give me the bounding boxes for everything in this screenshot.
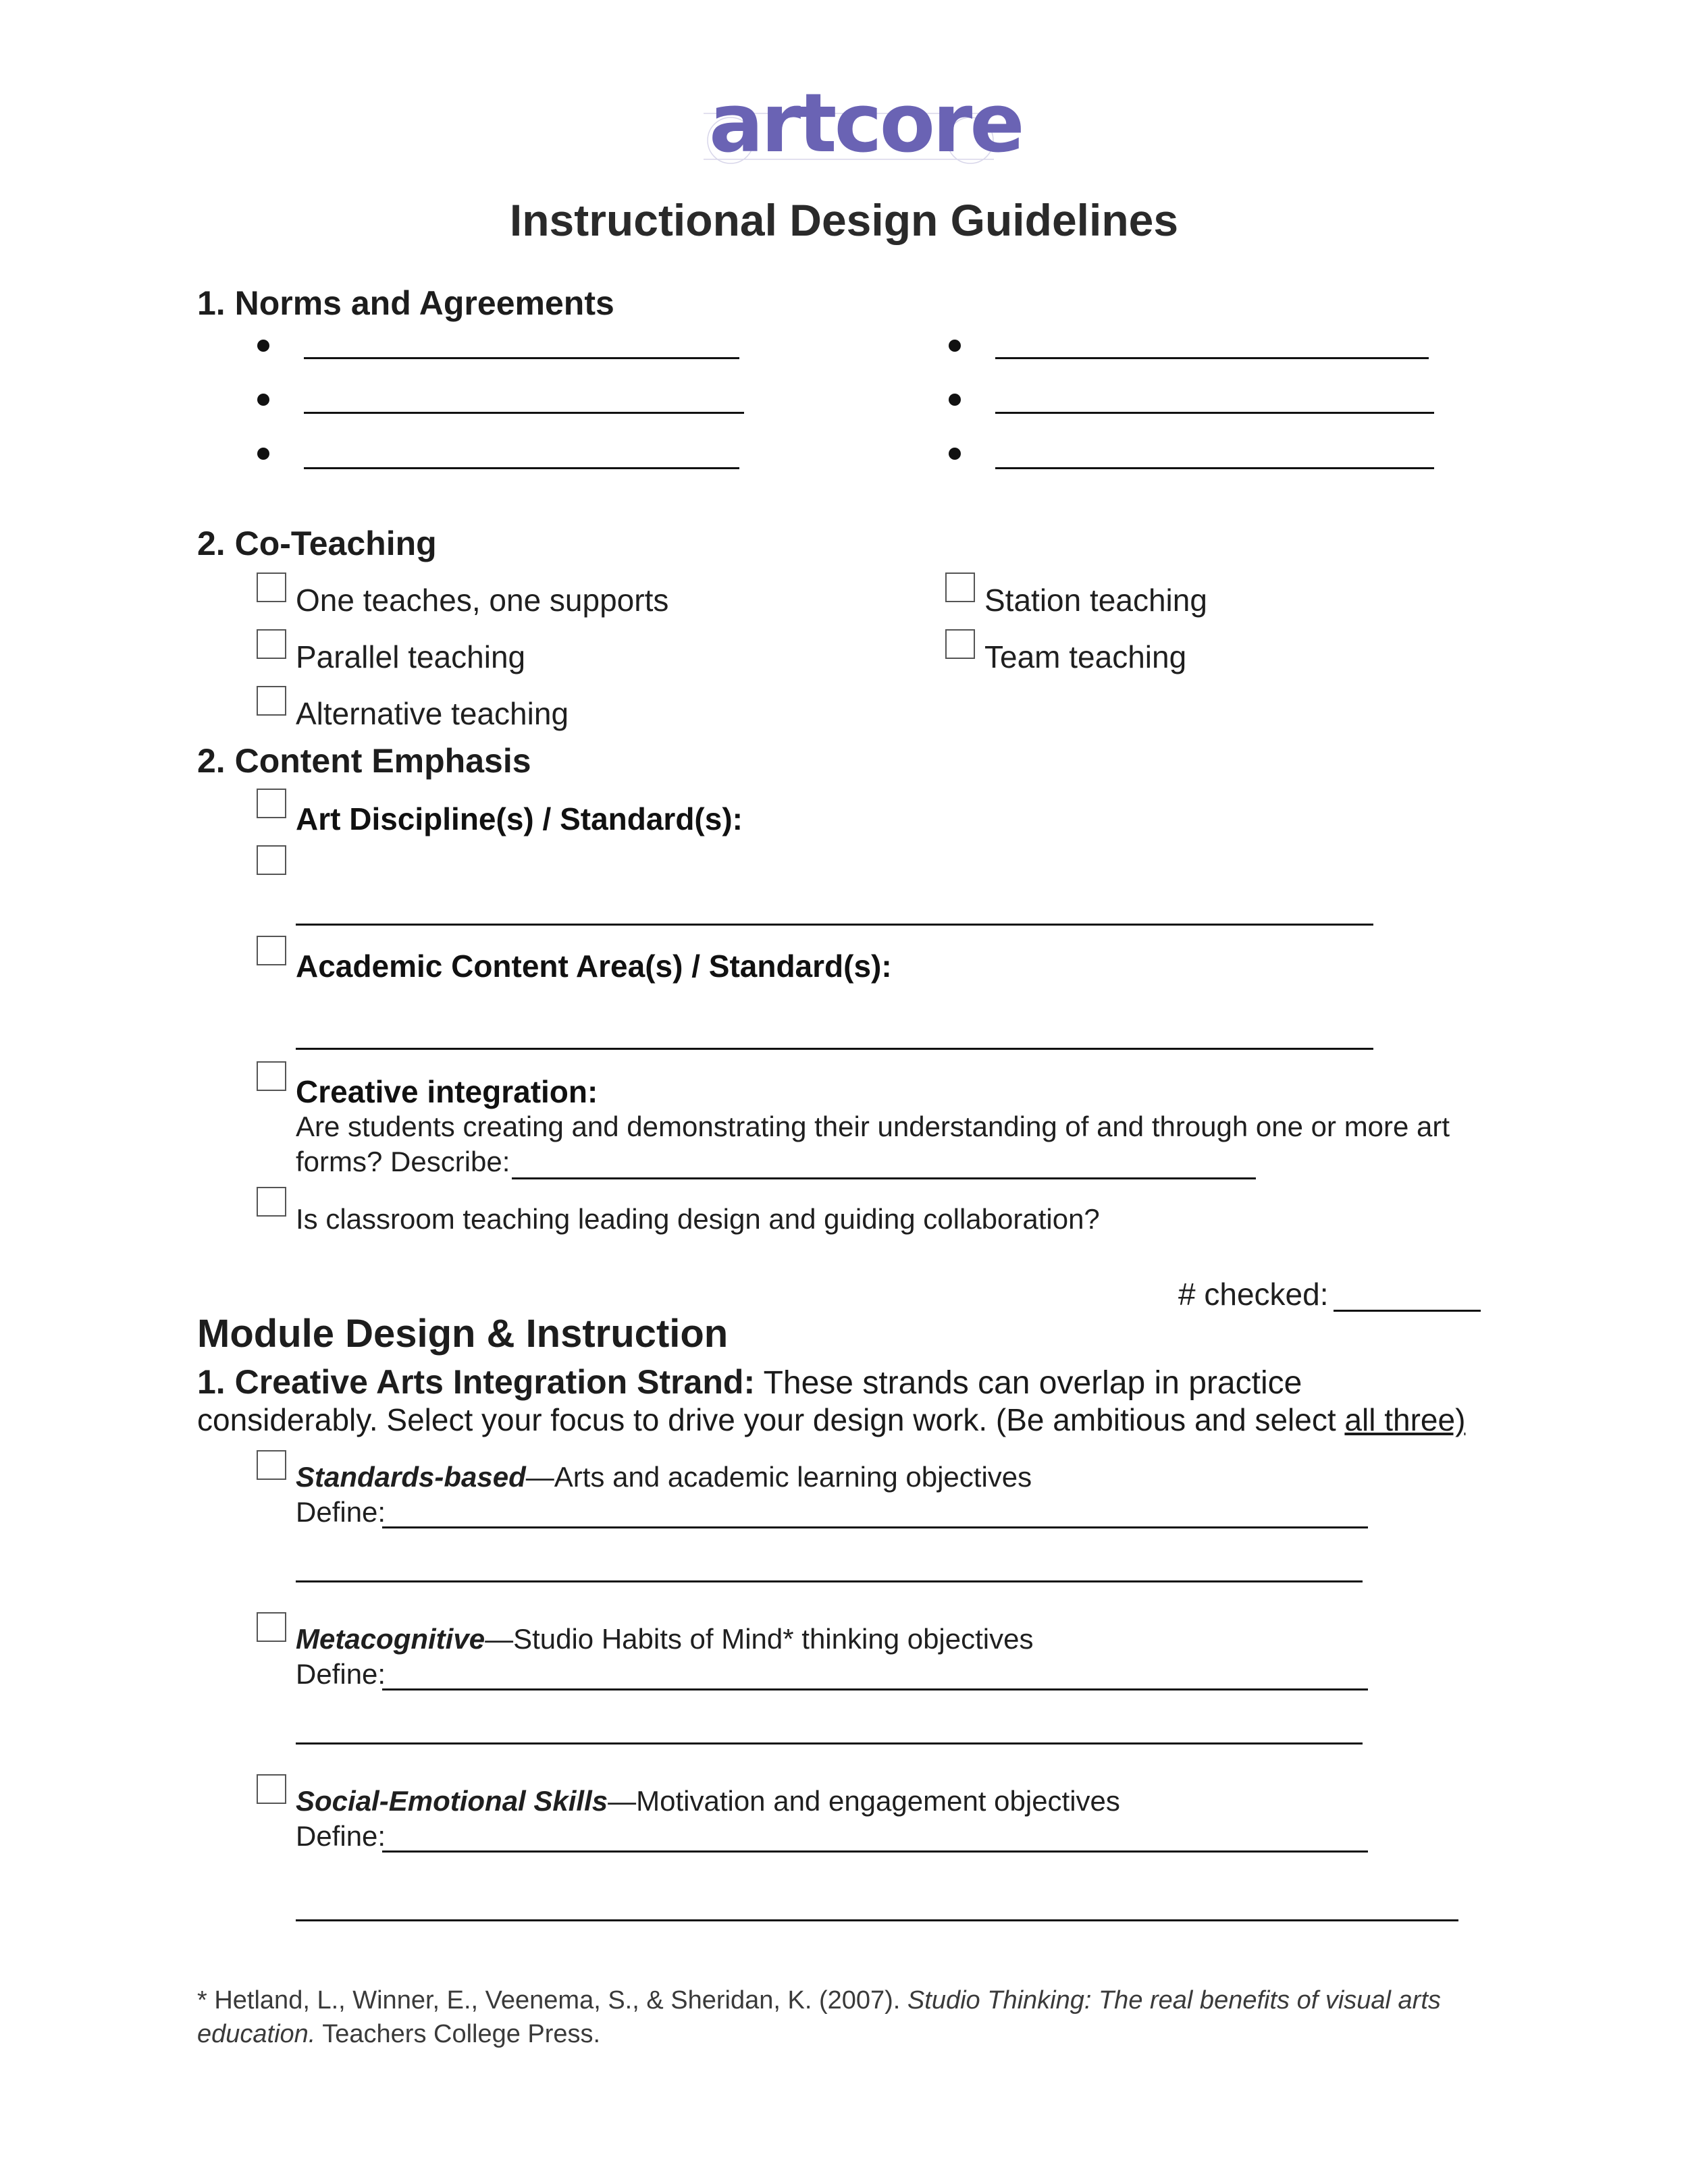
define-label: Define: <box>296 1658 386 1690</box>
checkbox-parallel[interactable] <box>257 629 286 659</box>
strand-intro-line-2 <box>197 1402 1465 1438</box>
checkbox-art-discipline[interactable] <box>257 789 286 818</box>
strand-name: Metacognitive <box>296 1623 485 1655</box>
bullet-icon <box>257 340 269 352</box>
norm-blank-2[interactable] <box>304 412 744 414</box>
strand-standards <box>296 1461 1032 1493</box>
academic-blank[interactable] <box>296 1048 1373 1050</box>
strand-desc: —Motivation and engagement objectives <box>608 1785 1120 1817</box>
checked-count-blank[interactable] <box>1334 1310 1481 1312</box>
strand-intro-emphasis: all three) <box>1344 1402 1466 1437</box>
define-label: Define: <box>296 1820 386 1852</box>
creative-question-1: Are students creating and demonstrating their understanding of and through one or more art <box>296 1111 1450 1142</box>
checkbox-creative[interactable] <box>257 1061 286 1091</box>
creative-question-2: forms? Describe: <box>296 1146 510 1177</box>
metacognitive-define-blank-1[interactable] <box>382 1688 1368 1690</box>
creative-describe-blank[interactable] <box>512 1177 1256 1179</box>
footnote-line-2 <box>197 2020 600 2049</box>
footnote-book-title: Studio Thinking: The real benefits of visual arts <box>907 1986 1441 2015</box>
module-heading: Module Design & Instruction <box>197 1312 729 1356</box>
page-title: Instructional Design Guidelines <box>509 195 1179 245</box>
strand-metacognitive <box>296 1623 1033 1655</box>
norm-blank-1[interactable] <box>304 357 739 359</box>
checked-count-label: # checked: <box>1178 1277 1329 1312</box>
footnote-authors: * Hetland, L., Winner, E., Veenema, S., & Sheridan, K. (2007). <box>197 1986 901 2015</box>
academic-label: Academic Content Area(s) / Standard(s): <box>296 949 892 984</box>
option-parallel: Parallel teaching <box>296 639 526 674</box>
define-label: Define: <box>296 1496 386 1528</box>
norm-blank-4[interactable] <box>995 357 1429 359</box>
norms-heading: 1. Norms and Agreements <box>197 284 614 322</box>
strand-desc: —Studio Habits of Mind* thinking objectives <box>485 1623 1034 1655</box>
bullet-icon <box>949 394 961 406</box>
content-emphasis-heading: 2. Content Emphasis <box>197 742 531 780</box>
strand-desc: —Arts and academic learning objectives <box>525 1461 1032 1493</box>
social-define-blank-1[interactable] <box>382 1850 1368 1853</box>
norm-blank-3[interactable] <box>304 467 739 469</box>
option-station: Station teaching <box>984 583 1207 618</box>
option-one-teaches: One teaches, one supports <box>296 583 669 618</box>
checkbox-social-emotional[interactable] <box>257 1774 286 1804</box>
checkbox-one-teaches[interactable] <box>257 572 286 602</box>
metacognitive-define-blank-2[interactable] <box>296 1742 1363 1744</box>
coteaching-heading: 2. Co-Teaching <box>197 525 437 562</box>
checkbox-alternative[interactable] <box>257 686 286 716</box>
social-define-blank-2[interactable] <box>296 1919 1458 1921</box>
strand-intro-text-2: considerably. Select your focus to drive your design work. (Be ambitious and select <box>197 1402 1336 1437</box>
option-alternative: Alternative teaching <box>296 696 569 731</box>
checkbox-classroom[interactable] <box>257 1187 286 1217</box>
footnote-publisher: Teachers College Press. <box>322 2020 601 2048</box>
checkbox-standards-based[interactable] <box>257 1450 286 1480</box>
bullet-icon <box>257 448 269 460</box>
art-discipline-blank[interactable] <box>296 924 1373 926</box>
art-discipline-label: Art Discipline(s) / Standard(s): <box>296 801 743 836</box>
standards-define-blank-2[interactable] <box>296 1580 1363 1582</box>
standards-define-blank-1[interactable] <box>382 1526 1368 1528</box>
classroom-question: Is classroom teaching leading design and guiding collaboration? <box>296 1203 1100 1235</box>
creative-label: Creative integration: <box>296 1074 598 1109</box>
checkbox-art-extra[interactable] <box>257 845 286 875</box>
checkbox-academic[interactable] <box>257 936 286 965</box>
bullet-icon <box>949 448 961 460</box>
logo-wordmark: artcore <box>709 77 1022 171</box>
bullet-icon <box>257 394 269 406</box>
option-team: Team teaching <box>984 639 1187 674</box>
strand-intro-text: These strands can overlap in practice <box>763 1365 1302 1401</box>
strand-heading: 1. Creative Arts Integration Strand: <box>197 1363 756 1401</box>
checkbox-metacognitive[interactable] <box>257 1612 286 1642</box>
strand-name: Standards-based <box>296 1461 526 1493</box>
strand-social-emotional <box>296 1785 1120 1817</box>
footnote-line-1 <box>197 1986 1441 2015</box>
norm-blank-6[interactable] <box>995 467 1434 469</box>
bullet-icon <box>949 340 961 352</box>
norm-blank-5[interactable] <box>995 412 1434 414</box>
strand-name: Social-Emotional Skills <box>296 1785 608 1817</box>
footnote-book-title-2: education. <box>197 2020 316 2048</box>
strand-intro-line-1 <box>197 1362 1302 1402</box>
checkbox-station[interactable] <box>945 572 975 602</box>
artcore-logo <box>704 77 1022 176</box>
checkbox-team[interactable] <box>945 629 975 659</box>
